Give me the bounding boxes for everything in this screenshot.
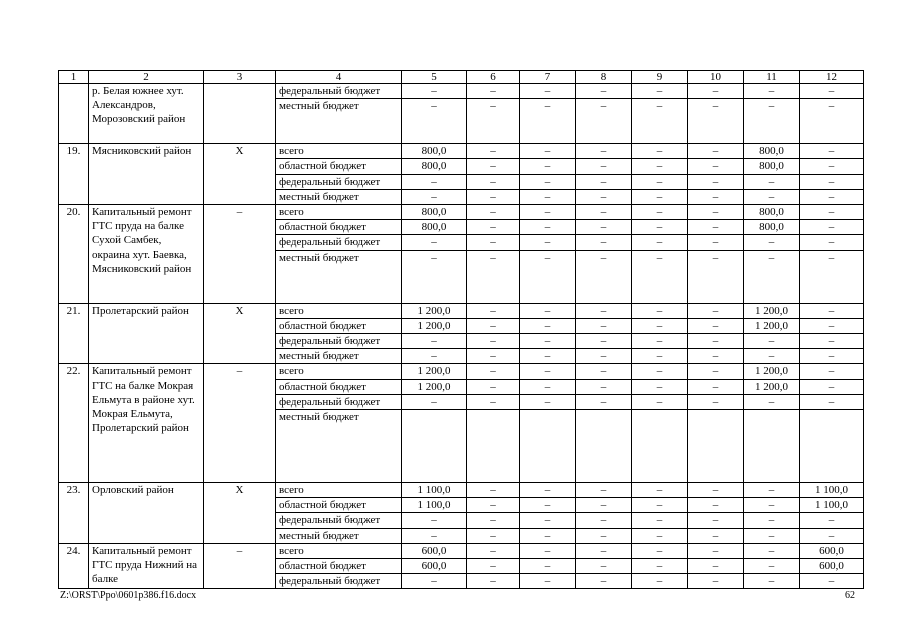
amount-cell: – — [520, 159, 576, 174]
amount-cell: – — [688, 543, 744, 558]
amount-cell: 800,0 — [744, 144, 800, 159]
budget-source-label: всего — [276, 543, 402, 558]
amount-cell — [467, 410, 520, 483]
budget-source-label: федеральный бюджет — [276, 84, 402, 99]
budget-source-label: областной бюджет — [276, 159, 402, 174]
amount-cell: – — [520, 559, 576, 574]
amount-cell: – — [576, 159, 632, 174]
amount-cell: – — [632, 498, 688, 513]
amount-cell: – — [467, 99, 520, 144]
amount-cell: – — [467, 235, 520, 250]
table-row — [59, 144, 864, 159]
amount-cell: – — [520, 364, 576, 379]
amount-cell: – — [520, 84, 576, 99]
row-number: 21. — [59, 303, 89, 364]
amount-cell: – — [467, 543, 520, 558]
amount-cell: – — [688, 379, 744, 394]
amount-cell: 800,0 — [402, 159, 467, 174]
amount-cell: 1 200,0 — [744, 379, 800, 394]
amount-cell: 600,0 — [800, 543, 864, 558]
amount-cell: 1 100,0 — [402, 498, 467, 513]
amount-cell: – — [744, 349, 800, 364]
amount-cell: – — [632, 349, 688, 364]
amount-cell: – — [800, 189, 864, 204]
amount-cell: – — [467, 144, 520, 159]
amount-cell: – — [520, 250, 576, 303]
amount-cell: – — [744, 483, 800, 498]
amount-cell: 1 200,0 — [402, 379, 467, 394]
amount-cell: – — [688, 303, 744, 318]
amount-cell: – — [744, 574, 800, 589]
budget-source-label: федеральный бюджет — [276, 235, 402, 250]
amount-cell: 1 200,0 — [402, 303, 467, 318]
amount-cell: – — [576, 235, 632, 250]
amount-cell: 600,0 — [402, 543, 467, 558]
amount-cell: – — [520, 220, 576, 235]
amount-cell: – — [576, 559, 632, 574]
table-row — [59, 364, 864, 379]
amount-cell: – — [632, 394, 688, 409]
amount-cell: – — [688, 159, 744, 174]
amount-cell: – — [467, 379, 520, 394]
amount-cell: – — [688, 99, 744, 144]
column-number: 1 — [59, 71, 89, 84]
amount-cell: – — [576, 498, 632, 513]
amount-cell: – — [632, 220, 688, 235]
amount-cell: – — [800, 394, 864, 409]
table-row — [59, 84, 864, 99]
amount-cell: – — [632, 174, 688, 189]
row-mark: X — [204, 144, 276, 205]
amount-cell: – — [632, 513, 688, 528]
amount-cell: – — [632, 205, 688, 220]
amount-cell: – — [800, 205, 864, 220]
object-name: Орловский район — [89, 483, 204, 544]
amount-cell: – — [800, 318, 864, 333]
budget-source-label: федеральный бюджет — [276, 394, 402, 409]
amount-cell: – — [576, 334, 632, 349]
amount-cell: – — [688, 235, 744, 250]
amount-cell: – — [520, 379, 576, 394]
amount-cell: – — [576, 364, 632, 379]
amount-cell: – — [576, 543, 632, 558]
column-number: 2 — [89, 71, 204, 84]
amount-cell: – — [402, 84, 467, 99]
amount-cell: 1 200,0 — [402, 318, 467, 333]
amount-cell: – — [467, 394, 520, 409]
object-name: Мясниковский район — [89, 144, 204, 205]
amount-cell: – — [800, 235, 864, 250]
amount-cell: – — [800, 364, 864, 379]
object-name: Капитальный ремонт ГТС пруда на балке Сухой Самбек, окраина хут. Баевка, Мясниковский район — [89, 205, 204, 304]
amount-cell: – — [467, 303, 520, 318]
amount-cell: 800,0 — [744, 220, 800, 235]
amount-cell: – — [402, 99, 467, 144]
budget-source-label: местный бюджет — [276, 349, 402, 364]
amount-cell: – — [744, 174, 800, 189]
amount-cell: – — [688, 144, 744, 159]
amount-cell: – — [688, 483, 744, 498]
amount-cell: – — [520, 189, 576, 204]
table-row — [59, 303, 864, 318]
row-mark: X — [204, 483, 276, 544]
amount-cell: – — [402, 349, 467, 364]
row-number: 24. — [59, 543, 89, 589]
amount-cell: – — [632, 559, 688, 574]
table-row — [59, 483, 864, 498]
budget-source-label: всего — [276, 303, 402, 318]
amount-cell: – — [402, 189, 467, 204]
amount-cell: – — [632, 334, 688, 349]
column-number: 6 — [467, 71, 520, 84]
amount-cell: – — [520, 99, 576, 144]
amount-cell: – — [688, 364, 744, 379]
amount-cell: 1 100,0 — [402, 483, 467, 498]
amount-cell: – — [520, 498, 576, 513]
budget-source-label: всего — [276, 483, 402, 498]
amount-cell: – — [576, 99, 632, 144]
amount-cell: 1 200,0 — [744, 303, 800, 318]
column-number: 11 — [744, 71, 800, 84]
budget-source-label: федеральный бюджет — [276, 574, 402, 589]
amount-cell: – — [467, 498, 520, 513]
amount-cell: – — [520, 513, 576, 528]
amount-cell: – — [576, 349, 632, 364]
amount-cell: – — [744, 498, 800, 513]
amount-cell: – — [576, 303, 632, 318]
amount-cell: – — [688, 498, 744, 513]
row-number: 22. — [59, 364, 89, 483]
amount-cell: – — [632, 99, 688, 144]
amount-cell: – — [744, 543, 800, 558]
row-mark: – — [204, 205, 276, 304]
amount-cell: – — [688, 84, 744, 99]
amount-cell: – — [632, 574, 688, 589]
amount-cell: – — [467, 483, 520, 498]
amount-cell: – — [402, 574, 467, 589]
amount-cell: – — [402, 334, 467, 349]
amount-cell: – — [467, 318, 520, 333]
amount-cell: 800,0 — [744, 205, 800, 220]
column-number: 12 — [800, 71, 864, 84]
amount-cell: 1 200,0 — [402, 364, 467, 379]
amount-cell: – — [402, 528, 467, 543]
amount-cell: – — [520, 543, 576, 558]
amount-cell: – — [744, 528, 800, 543]
amount-cell: – — [800, 574, 864, 589]
amount-cell: – — [800, 174, 864, 189]
amount-cell: – — [467, 574, 520, 589]
amount-cell: – — [744, 513, 800, 528]
amount-cell: – — [688, 189, 744, 204]
amount-cell: – — [576, 144, 632, 159]
amount-cell: – — [800, 250, 864, 303]
amount-cell: – — [800, 144, 864, 159]
amount-cell: – — [576, 528, 632, 543]
amount-cell: – — [632, 159, 688, 174]
amount-cell: – — [688, 334, 744, 349]
amount-cell: – — [744, 559, 800, 574]
amount-cell — [520, 410, 576, 483]
amount-cell: – — [688, 205, 744, 220]
amount-cell: – — [467, 349, 520, 364]
amount-cell: – — [402, 250, 467, 303]
amount-cell: 1 100,0 — [800, 483, 864, 498]
amount-cell: – — [520, 144, 576, 159]
amount-cell: – — [688, 349, 744, 364]
column-number: 8 — [576, 71, 632, 84]
amount-cell: – — [402, 513, 467, 528]
amount-cell: – — [467, 189, 520, 204]
amount-cell: – — [800, 99, 864, 144]
amount-cell: – — [800, 84, 864, 99]
budget-source-label: областной бюджет — [276, 379, 402, 394]
budget-source-label: местный бюджет — [276, 99, 402, 144]
amount-cell: – — [402, 394, 467, 409]
amount-cell: – — [520, 334, 576, 349]
row-number: 20. — [59, 205, 89, 304]
column-number: 4 — [276, 71, 402, 84]
amount-cell: – — [520, 318, 576, 333]
budget-source-label: областной бюджет — [276, 318, 402, 333]
amount-cell: – — [632, 144, 688, 159]
column-number: 3 — [204, 71, 276, 84]
amount-cell: – — [744, 394, 800, 409]
amount-cell: – — [632, 528, 688, 543]
amount-cell: – — [800, 528, 864, 543]
row-mark: – — [204, 543, 276, 589]
amount-cell: – — [576, 220, 632, 235]
amount-cell: 800,0 — [402, 220, 467, 235]
amount-cell: 600,0 — [402, 559, 467, 574]
amount-cell: – — [632, 189, 688, 204]
amount-cell: – — [520, 349, 576, 364]
page-number: 62 — [845, 590, 855, 601]
budget-source-label: всего — [276, 144, 402, 159]
amount-cell: – — [632, 483, 688, 498]
amount-cell: – — [467, 528, 520, 543]
object-name: Пролетарский район — [89, 303, 204, 364]
amount-cell: – — [467, 250, 520, 303]
amount-cell: – — [688, 220, 744, 235]
amount-cell: – — [467, 513, 520, 528]
row-number: 19. — [59, 144, 89, 205]
row-number: 23. — [59, 483, 89, 544]
amount-cell — [576, 410, 632, 483]
amount-cell: – — [467, 559, 520, 574]
amount-cell: – — [632, 250, 688, 303]
budget-table — [58, 70, 864, 589]
amount-cell: – — [632, 84, 688, 99]
budget-source-label: областной бюджет — [276, 559, 402, 574]
amount-cell: – — [520, 528, 576, 543]
amount-cell: – — [467, 174, 520, 189]
amount-cell: – — [632, 235, 688, 250]
row-number — [59, 84, 89, 144]
amount-cell: – — [800, 159, 864, 174]
amount-cell: – — [688, 513, 744, 528]
amount-cell: – — [688, 174, 744, 189]
amount-cell: – — [576, 250, 632, 303]
amount-cell: – — [688, 574, 744, 589]
amount-cell: – — [688, 394, 744, 409]
amount-cell: – — [744, 84, 800, 99]
amount-cell — [800, 410, 864, 483]
amount-cell: 800,0 — [402, 205, 467, 220]
amount-cell: 1 200,0 — [744, 318, 800, 333]
amount-cell: – — [467, 334, 520, 349]
amount-cell: – — [688, 528, 744, 543]
amount-cell: – — [800, 220, 864, 235]
amount-cell: – — [800, 334, 864, 349]
amount-cell: – — [520, 174, 576, 189]
amount-cell: – — [744, 189, 800, 204]
budget-source-label: федеральный бюджет — [276, 174, 402, 189]
amount-cell: – — [576, 394, 632, 409]
row-mark: X — [204, 303, 276, 364]
budget-source-label: местный бюджет — [276, 250, 402, 303]
amount-cell: 800,0 — [402, 144, 467, 159]
budget-source-label: областной бюджет — [276, 498, 402, 513]
amount-cell: – — [576, 189, 632, 204]
object-name: Капитальный ремонт ГТС на балке Мокрая Ельмута в районе хут. Мокрая Ельмута, Пролетарский район — [89, 364, 204, 483]
amount-cell: – — [576, 379, 632, 394]
amount-cell: – — [800, 303, 864, 318]
row-mark — [204, 84, 276, 144]
object-name: р. Белая южнее хут. Александров, Морозовский район — [89, 84, 204, 144]
amount-cell: – — [632, 364, 688, 379]
column-number: 10 — [688, 71, 744, 84]
amount-cell: – — [520, 303, 576, 318]
amount-cell: – — [632, 379, 688, 394]
table-body — [59, 84, 864, 589]
amount-cell: – — [576, 84, 632, 99]
amount-cell: – — [520, 483, 576, 498]
column-number: 9 — [632, 71, 688, 84]
budget-source-label: федеральный бюджет — [276, 513, 402, 528]
budget-source-label: всего — [276, 205, 402, 220]
amount-cell — [402, 410, 467, 483]
amount-cell: – — [467, 364, 520, 379]
budget-source-label: областной бюджет — [276, 220, 402, 235]
amount-cell — [688, 410, 744, 483]
table-row — [59, 205, 864, 220]
amount-cell: – — [576, 574, 632, 589]
amount-cell: – — [800, 349, 864, 364]
amount-cell: – — [800, 513, 864, 528]
amount-cell: – — [744, 334, 800, 349]
amount-cell: – — [467, 205, 520, 220]
amount-cell: – — [402, 235, 467, 250]
amount-cell: – — [467, 220, 520, 235]
table-row — [59, 543, 864, 558]
amount-cell: – — [800, 379, 864, 394]
column-number: 7 — [520, 71, 576, 84]
budget-source-label: местный бюджет — [276, 410, 402, 483]
amount-cell: – — [402, 174, 467, 189]
amount-cell: – — [467, 84, 520, 99]
amount-cell: 800,0 — [744, 159, 800, 174]
amount-cell: – — [744, 250, 800, 303]
column-number-row — [59, 71, 864, 84]
amount-cell: – — [632, 318, 688, 333]
amount-cell: – — [632, 543, 688, 558]
object-name: Капитальный ремонт ГТС пруда Нижний на балке — [89, 543, 204, 589]
amount-cell: – — [576, 318, 632, 333]
amount-cell: – — [688, 318, 744, 333]
amount-cell: – — [520, 205, 576, 220]
amount-cell: 1 200,0 — [744, 364, 800, 379]
amount-cell: – — [632, 303, 688, 318]
budget-source-label: местный бюджет — [276, 189, 402, 204]
amount-cell: – — [688, 250, 744, 303]
amount-cell: – — [576, 174, 632, 189]
amount-cell: – — [744, 235, 800, 250]
amount-cell: – — [576, 205, 632, 220]
amount-cell: 1 100,0 — [800, 498, 864, 513]
column-number: 5 — [402, 71, 467, 84]
budget-source-label: местный бюджет — [276, 528, 402, 543]
amount-cell: – — [467, 159, 520, 174]
budget-source-label: федеральный бюджет — [276, 334, 402, 349]
amount-cell: – — [744, 99, 800, 144]
amount-cell: 600,0 — [800, 559, 864, 574]
amount-cell: – — [576, 483, 632, 498]
file-path: Z:\ORST\Ppo\0601p386.f16.docx — [60, 590, 197, 601]
amount-cell: – — [520, 394, 576, 409]
amount-cell: – — [688, 559, 744, 574]
amount-cell — [744, 410, 800, 483]
amount-cell: – — [576, 513, 632, 528]
row-mark: – — [204, 364, 276, 483]
amount-cell: – — [520, 235, 576, 250]
amount-cell — [632, 410, 688, 483]
budget-source-label: всего — [276, 364, 402, 379]
amount-cell: – — [520, 574, 576, 589]
